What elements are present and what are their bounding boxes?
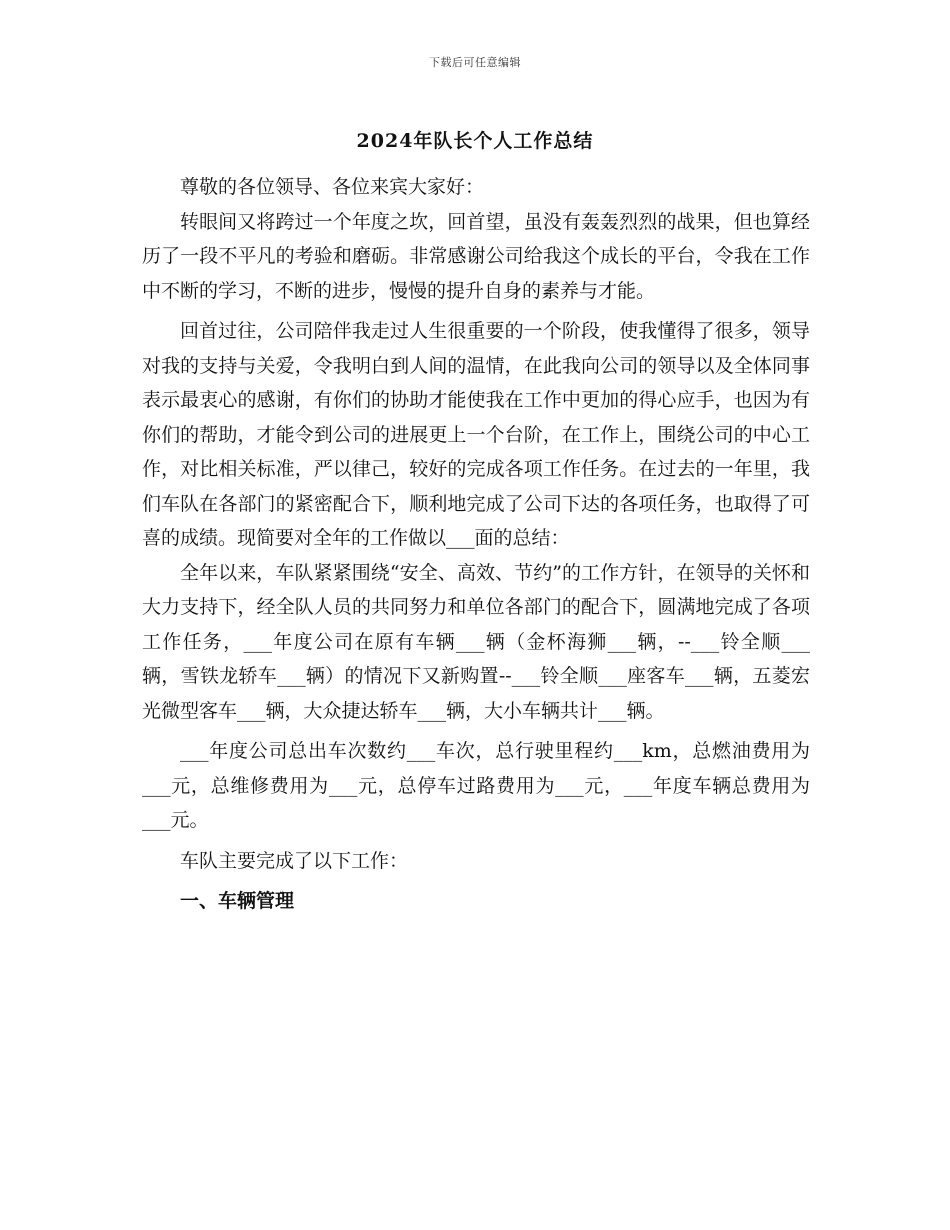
- body-paragraph: 转眼间又将跨过一个年度之坎，回首望，虽没有轰轰烈烈的战果，但也算经历了一段不平凡的考验和磨砺。非常感谢公司给我这个成长的平台，令我在工作中不断的学习，不断的进步，慢慢的提升自身的素养与才能。: [142, 210, 810, 302]
- body-paragraph: 回首过往，公司陪伴我走过人生很重要的一个阶段，使我懂得了很多，领导对我的支持与关爱，令我明白到人间的温情，在此我向公司的领导以及全体同事表示最衷心的感谢，有你们的协助才能使我在工作中更加的得心应手，也因为有你们的帮助，才能令到公司的进展更上一个台阶，在工作上，围绕公司的中心工作，对比相关标准，严以律己，较好的完成各项工作任务。在过去的一年里，我们车队在各部门的紧密配合下，顺利地完成了公司下达的各项任务，也取得了可喜的成绩。现简要对全年的工作做以___面的总结：: [142, 320, 810, 549]
- section-heading: 一、车辆管理: [180, 890, 295, 912]
- greeting-paragraph: 尊敬的各位领导、各位来宾大家好：: [180, 176, 485, 198]
- document-body: [142, 170, 810, 919]
- document-title: 2024年队长个人工作总结: [356, 130, 594, 152]
- body-paragraph: 全年以来，车队紧紧围绕“安全、高效、节约”的工作方针，在领导的关怀和大力支持下，经全队人员的共同努力和单位各部门的配合下，圆满地完成了各项工作任务，___年度公司在原有车辆___辆（金杯海狮___辆，--___铃全顺___辆，雪铁龙轿车___辆）的情况下又新购置--___铃全顺___座客车___辆，五菱宏光微型客车___辆，大众捷达轿车___辆，大小车辆共计___辆。: [142, 561, 810, 722]
- body-paragraph: ___年度公司总出车次数约___车次，总行驶里程约___km，总燃油费用为___元，总维修费用为___元，总停车过路费用为___元，___年度车辆总费用为___元。: [142, 740, 810, 831]
- body-paragraph: 车队主要完成了以下工作：: [180, 849, 409, 872]
- page-header: 下载后可任意编辑: [429, 56, 521, 69]
